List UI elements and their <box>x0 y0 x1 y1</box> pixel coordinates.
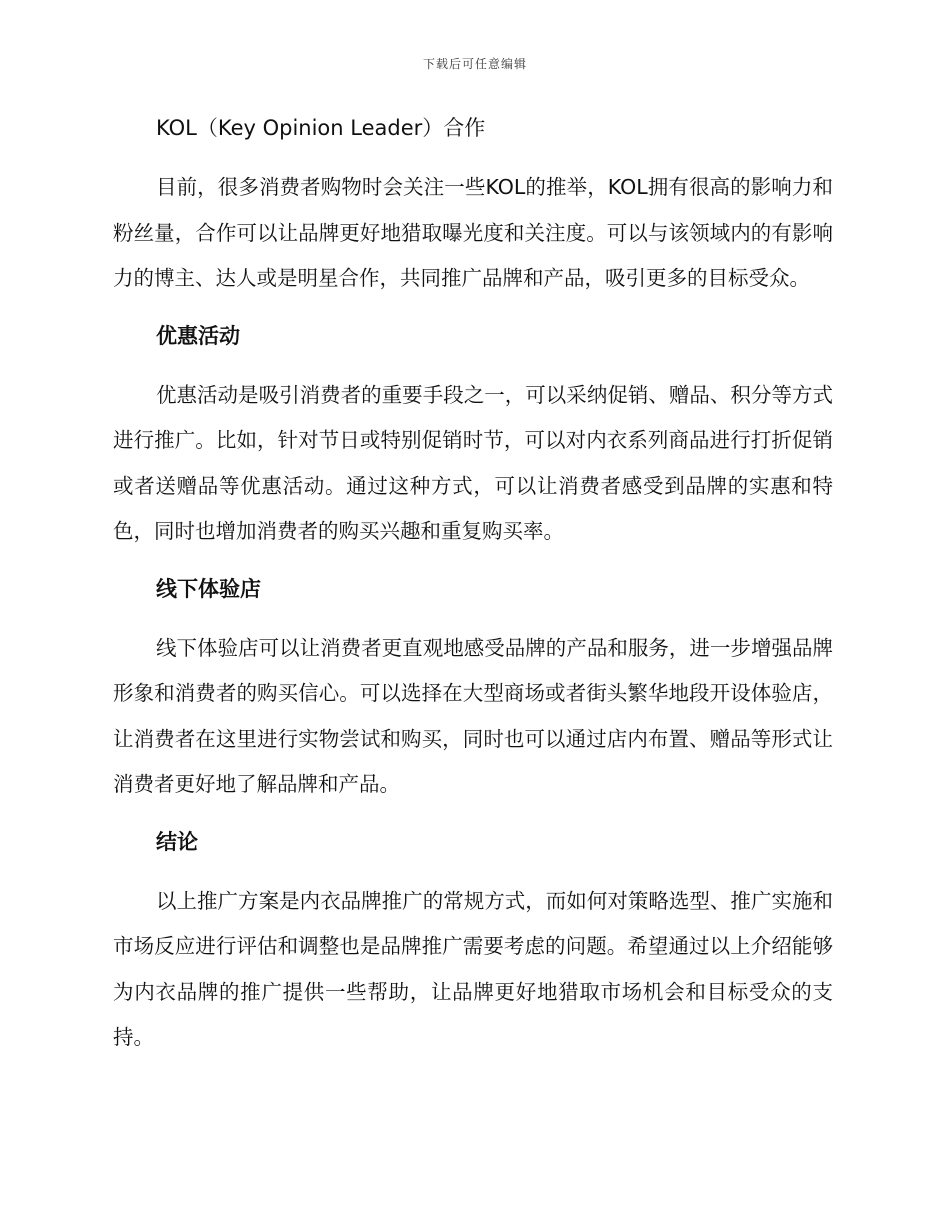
section-body-offline-store: 线下体验店可以让消费者更直观地感受品牌的产品和服务，进一步增强品牌形象和消费者的购买信心。可以选择在大型商场或者街头繁华地段开设体验店，让消费者在这里进行实物尝试和购买，同时也可以通过店内布置、赠品等形式让消费者更好地了解品牌和产品。 <box>113 635 833 796</box>
section-body-kol: 目前，很多消费者购物时会关注一些KOL的推举，KOL拥有很高的影响力和粉丝量，合作可以让品牌更好地猎取曝光度和关注度。可以与该领域内的有影响力的博主、达人或是明星合作，共同推广品牌和产品，吸引更多的目标受众。 <box>113 175 833 290</box>
header-note: 下载后可任意编辑 <box>422 57 527 71</box>
section-body-conclusion: 以上推广方案是内衣品牌推广的常规方式，而如何对策略选型、推广实施和市场反应进行评估和调整也是品牌推广需要考虑的问题。希望通过以上介绍能够为内衣品牌的推广提供一些帮助，让品牌更好地猎取市场机会和目标受众的支持。 <box>113 888 833 1049</box>
section-body-promotions: 优惠活动是吸引消费者的重要手段之一，可以采纳促销、赠品、积分等方式进行推广。比如，针对节日或特别促销时节，可以对内衣系列商品进行打折促销或者送赠品等优惠活动。通过这种方式，可以让消费者感受到品牌的实惠和特色，同时也增加消费者的购买兴趣和重复购买率。 <box>113 382 833 543</box>
document-body <box>113 112 833 1061</box>
section-heading-conclusion: 结论 <box>156 829 198 854</box>
section-heading-kol: KOL（Key Opinion Leader）合作 <box>156 116 486 140</box>
section-heading-offline-store: 线下体验店 <box>156 576 261 601</box>
section-heading-promotions: 优惠活动 <box>156 323 240 348</box>
